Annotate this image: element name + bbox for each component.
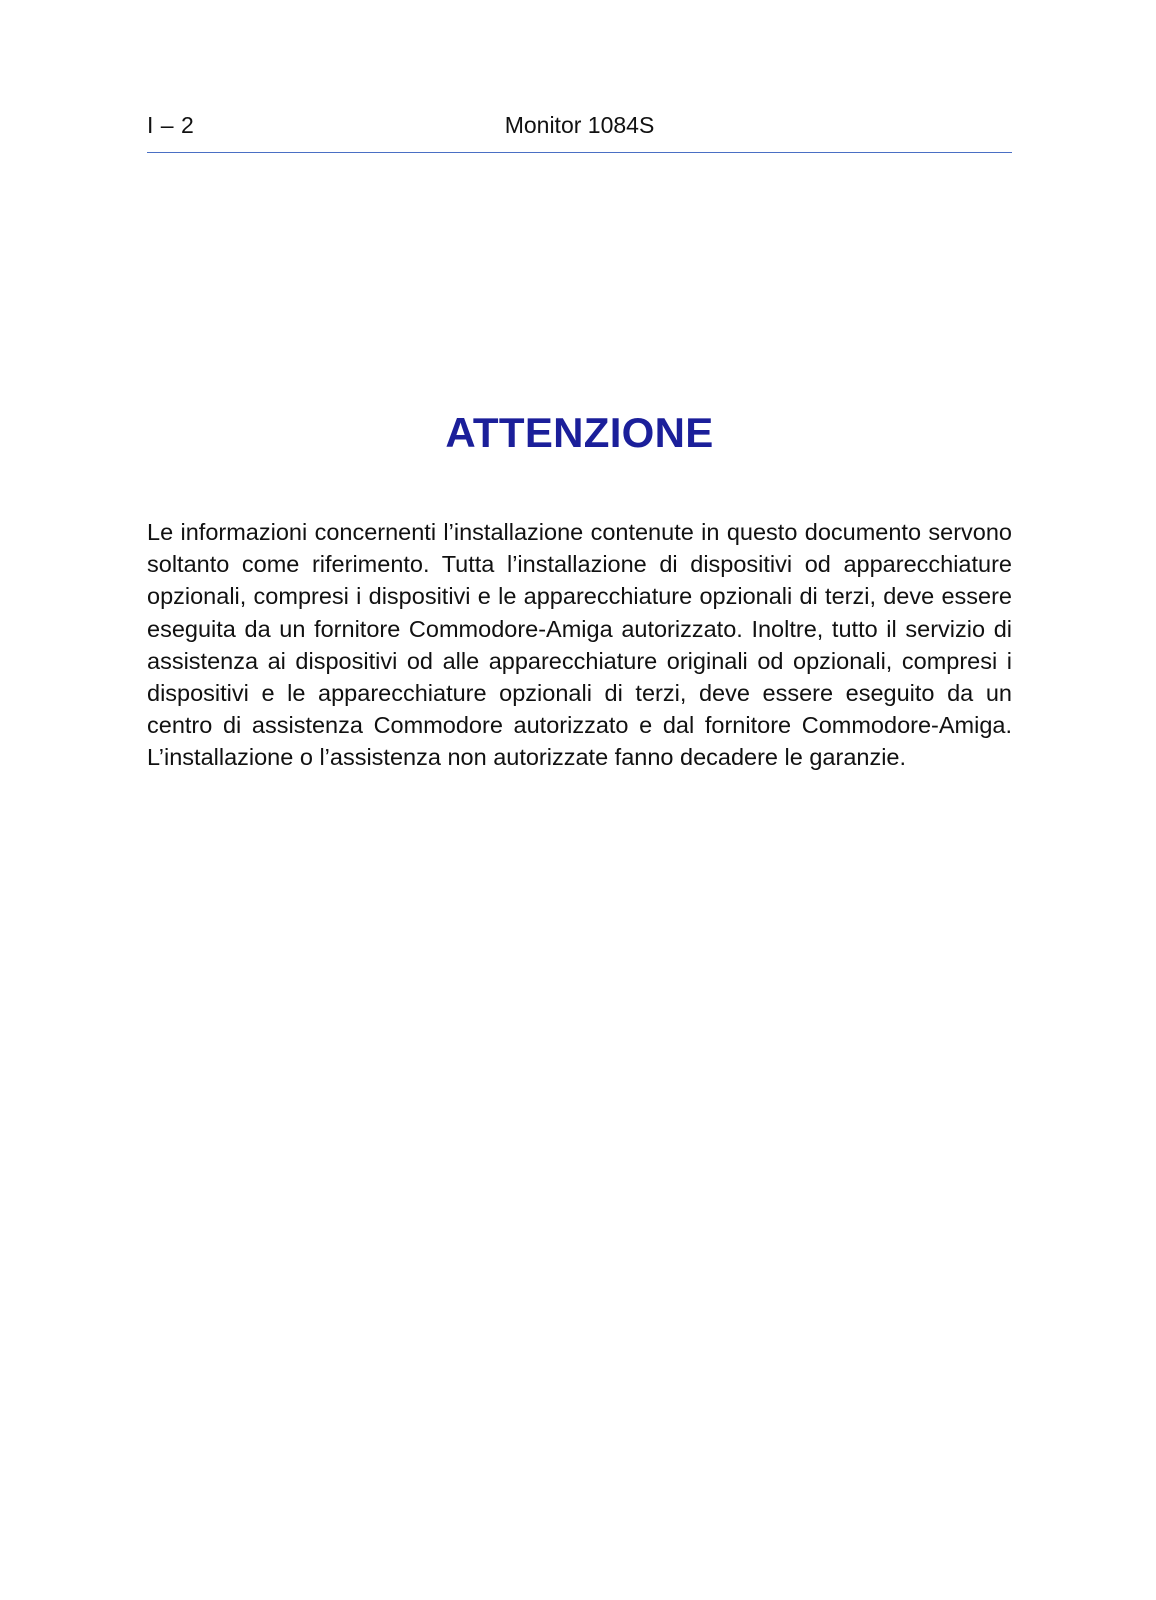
warning-heading: ATTENZIONE [445,409,714,457]
document-title: Monitor 1084S [504,112,655,138]
warning-paragraph: Le informazioni concernenti l’installazione contenute in questo documento servono soltanto come riferimento. Tutta l’installazione di dispositivi od apparecchiature opzionali, compresi i dispositivi e le apparecchiature opzionali di terzi, deve essere eseguita da un fornitore Commodore-Amiga autorizzato. Inoltre, tutto il servizio di assistenza ai dispositivi od alle apparecchiature originali od opzionali, compresi i dispositivi e le apparecchiature opzionali di terzi, deve essere eseguito da un centro di assistenza Commodore autorizzato e dal fornitore Commodore-Amiga. L’installazione o l’assistenza non autorizzate fanno decadere le garanzie. [147,519,1012,771]
page-header [147,110,1012,153]
page-number: I – 2 [147,112,195,138]
